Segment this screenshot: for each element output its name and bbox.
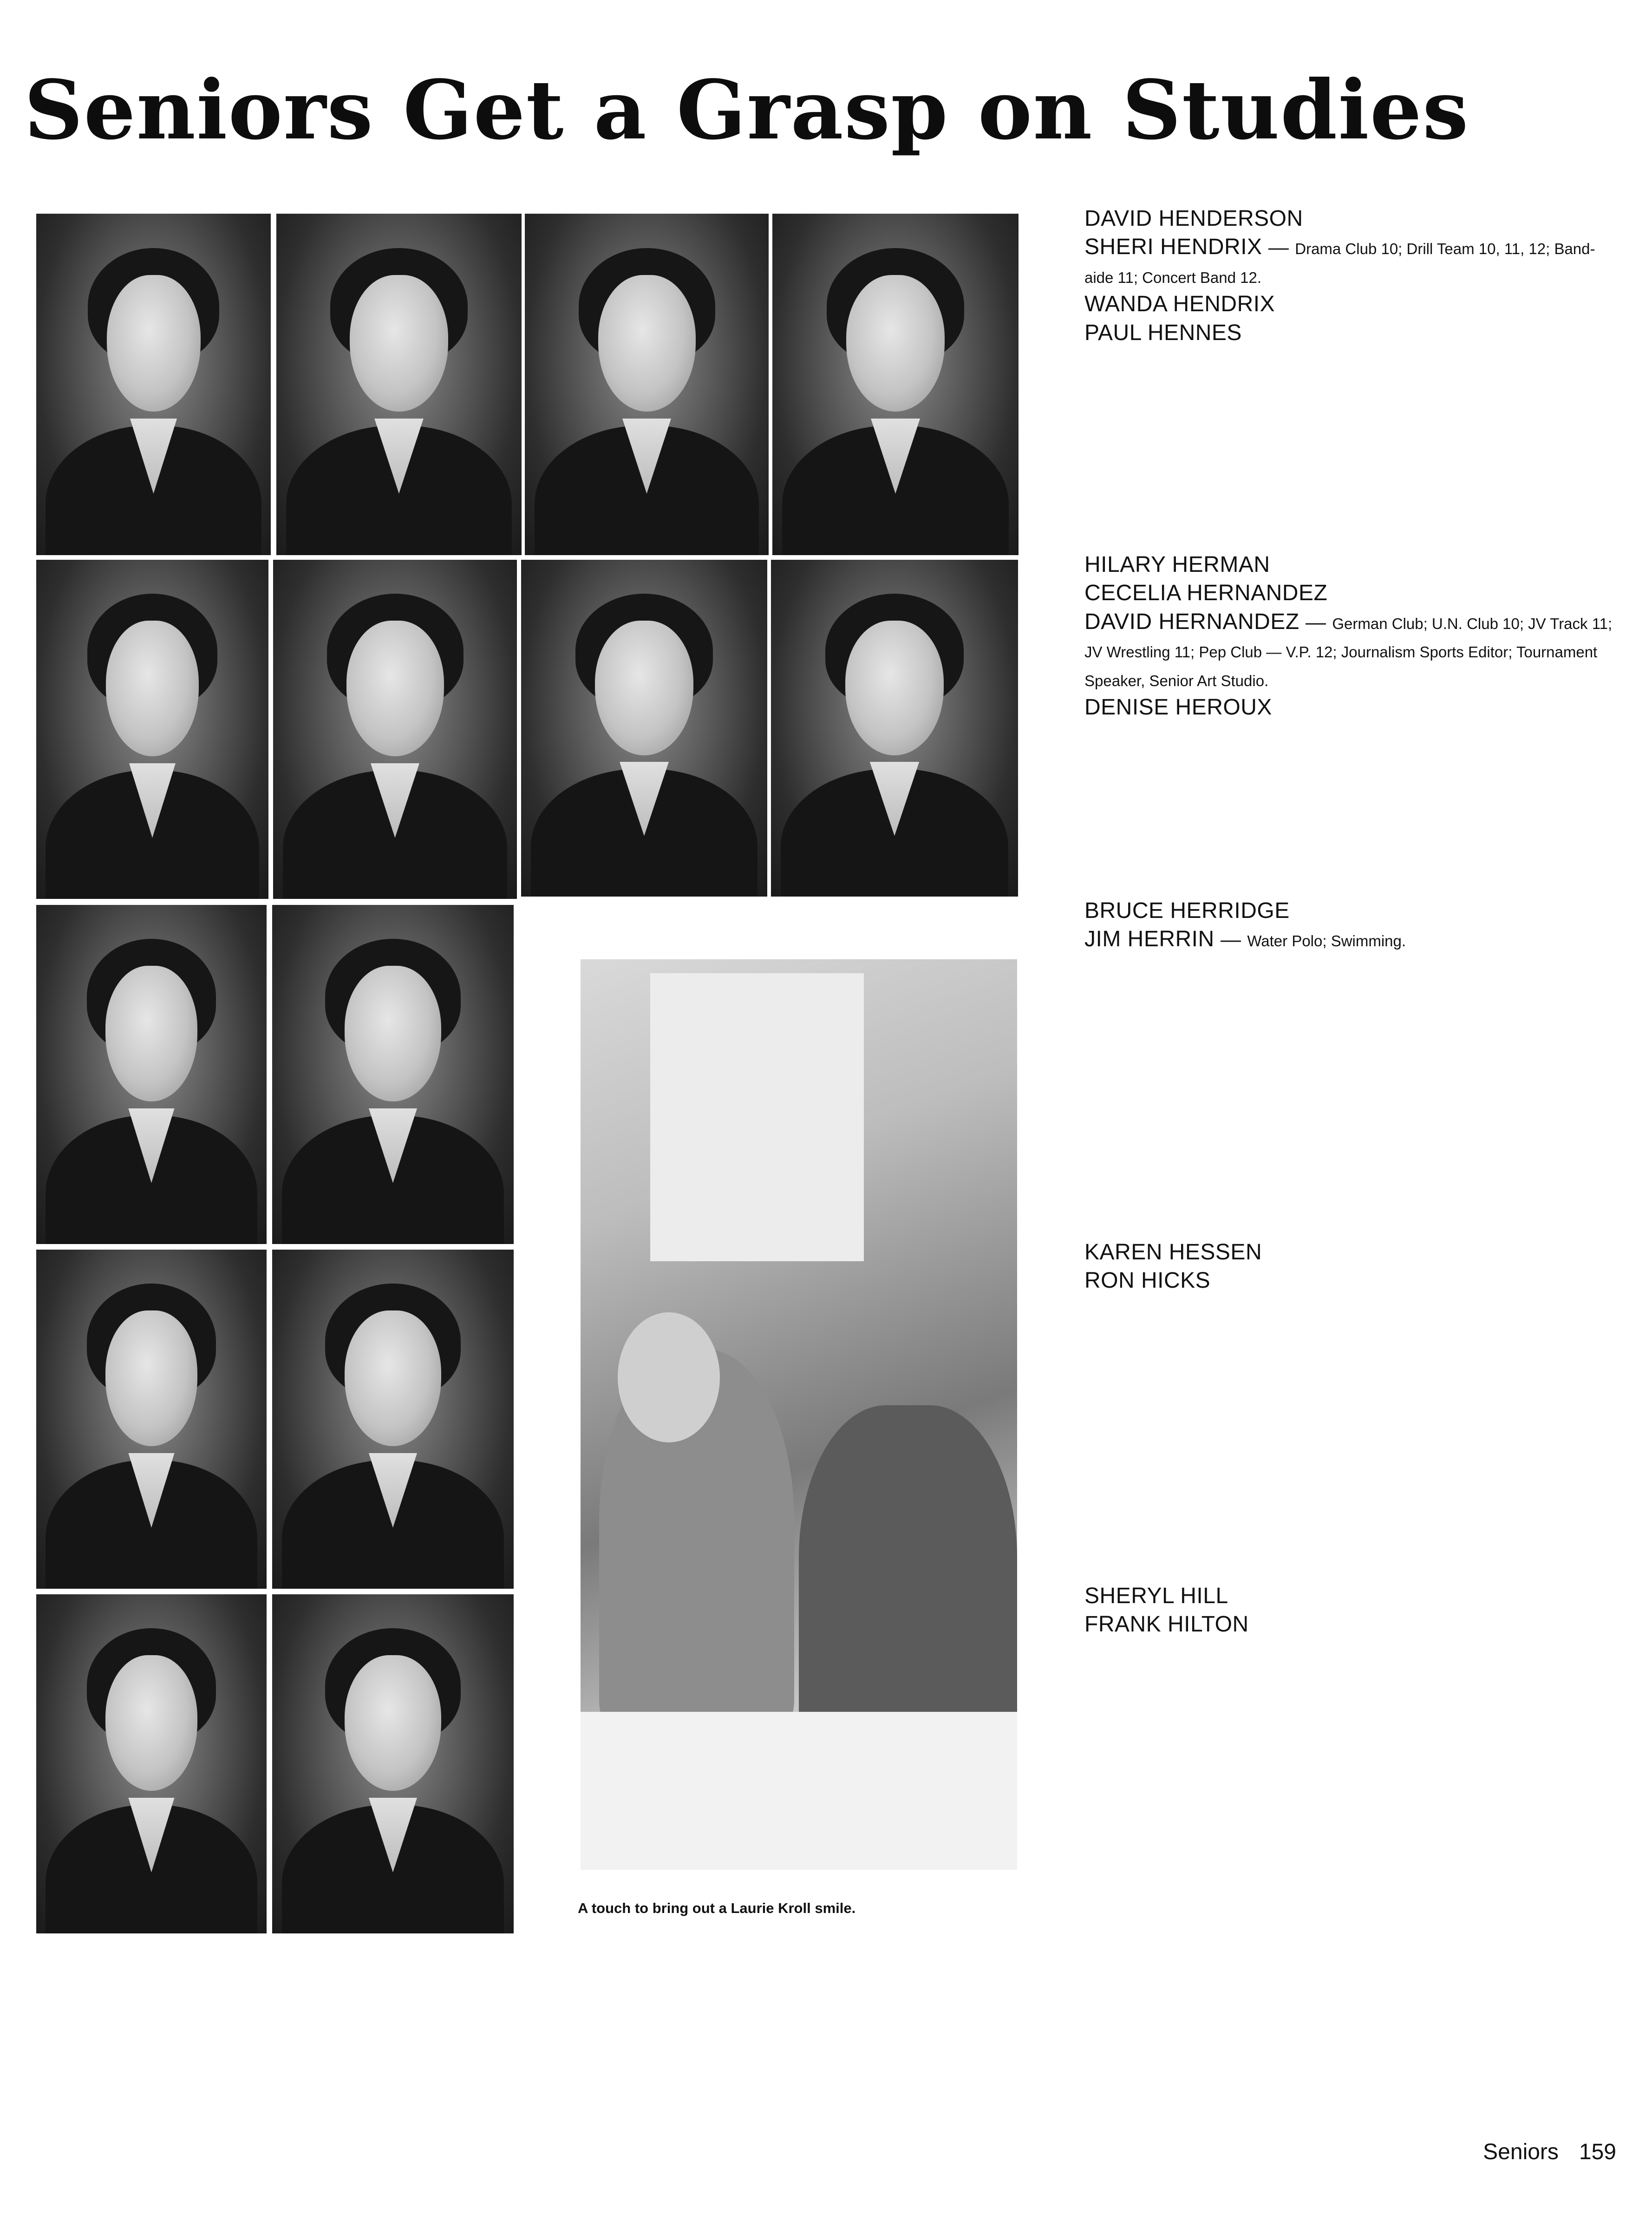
page-number: 159 bbox=[1579, 2140, 1616, 2164]
portrait-bruce-herridge bbox=[36, 905, 267, 1244]
name-group-2 bbox=[1084, 550, 1623, 722]
name-group-5 bbox=[1084, 1582, 1623, 1639]
portrait-ron-hicks bbox=[272, 1250, 514, 1589]
name-group-4 bbox=[1084, 1238, 1623, 1295]
senior-entry bbox=[1084, 550, 1623, 579]
senior-entry bbox=[1084, 579, 1623, 607]
senior-name: DAVID HENDERSON bbox=[1084, 206, 1303, 231]
senior-entry bbox=[1084, 925, 1623, 953]
senior-name: PAUL HENNES bbox=[1084, 320, 1242, 345]
name-group-1 bbox=[1084, 204, 1623, 347]
senior-entry bbox=[1084, 1582, 1623, 1610]
name-group-3 bbox=[1084, 897, 1623, 954]
page-title: Seniors Get a Grasp on Studies bbox=[24, 63, 1469, 158]
senior-name: HILARY HERMAN bbox=[1084, 552, 1270, 577]
senior-entry bbox=[1084, 1266, 1623, 1295]
portrait-jim-herrin bbox=[272, 905, 514, 1244]
senior-name: SHERYL HILL bbox=[1084, 1584, 1228, 1608]
portrait-sheryl-hill bbox=[36, 1594, 267, 1933]
senior-name: SHERI HENDRIX bbox=[1084, 235, 1262, 260]
portrait-cecelia-hernandez bbox=[273, 560, 517, 899]
senior-entry bbox=[1084, 233, 1623, 290]
portrait-karen-hessen bbox=[36, 1250, 267, 1589]
portrait-david-hernandez bbox=[521, 560, 767, 897]
senior-name: JIM HERRIN bbox=[1084, 927, 1215, 952]
portrait-frank-hilton bbox=[272, 1594, 514, 1933]
senior-entry bbox=[1084, 290, 1623, 318]
senior-entry bbox=[1084, 204, 1623, 233]
portrait-wanda-hendrix bbox=[525, 214, 769, 555]
senior-name: CECELIA HERNANDEZ bbox=[1084, 581, 1328, 606]
portrait-hilary-herman bbox=[36, 560, 268, 899]
senior-name: DENISE HEROUX bbox=[1084, 695, 1272, 720]
portrait-david-henderson bbox=[36, 214, 271, 555]
section-label: Seniors bbox=[1483, 2140, 1559, 2164]
senior-entry bbox=[1084, 1238, 1623, 1266]
senior-name: WANDA HENDRIX bbox=[1084, 292, 1275, 317]
senior-name: RON HICKS bbox=[1084, 1268, 1211, 1293]
activity-dash: — bbox=[1306, 610, 1326, 634]
senior-entry bbox=[1084, 897, 1623, 925]
senior-activities: Water Polo; Swimming. bbox=[1247, 932, 1406, 950]
portrait-sheri-hendrix bbox=[276, 214, 522, 555]
activity-dash: — bbox=[1221, 928, 1241, 951]
candid-photo bbox=[581, 959, 1017, 1870]
senior-entry bbox=[1084, 1610, 1623, 1638]
senior-name: DAVID HERNANDEZ bbox=[1084, 609, 1299, 634]
senior-entry bbox=[1084, 319, 1623, 347]
portrait-paul-hennes bbox=[772, 214, 1019, 555]
senior-name: BRUCE HERRIDGE bbox=[1084, 898, 1290, 923]
senior-activities: German Club; U.N. Club 10; JV Track 11; JV Wrestling 11; Pep Club — V.P. 12; Journalism Sports Editor; Tournament Speaker, Senior Art Studio. bbox=[1084, 615, 1613, 689]
portrait-denise-heroux bbox=[771, 560, 1018, 897]
senior-name: KAREN HESSEN bbox=[1084, 1240, 1262, 1264]
senior-entry bbox=[1084, 693, 1623, 721]
senior-name: FRANK HILTON bbox=[1084, 1612, 1249, 1637]
photo-caption: A touch to bring out a Laurie Kroll smile. bbox=[578, 1900, 856, 1916]
senior-entry bbox=[1084, 608, 1623, 693]
senior-activities: Drama Club 10; Drill Team 10, 11, 12; Band-aide 11; Concert Band 12. bbox=[1084, 240, 1595, 286]
activity-dash: — bbox=[1268, 236, 1289, 259]
page-footer bbox=[1421, 2139, 1616, 2165]
